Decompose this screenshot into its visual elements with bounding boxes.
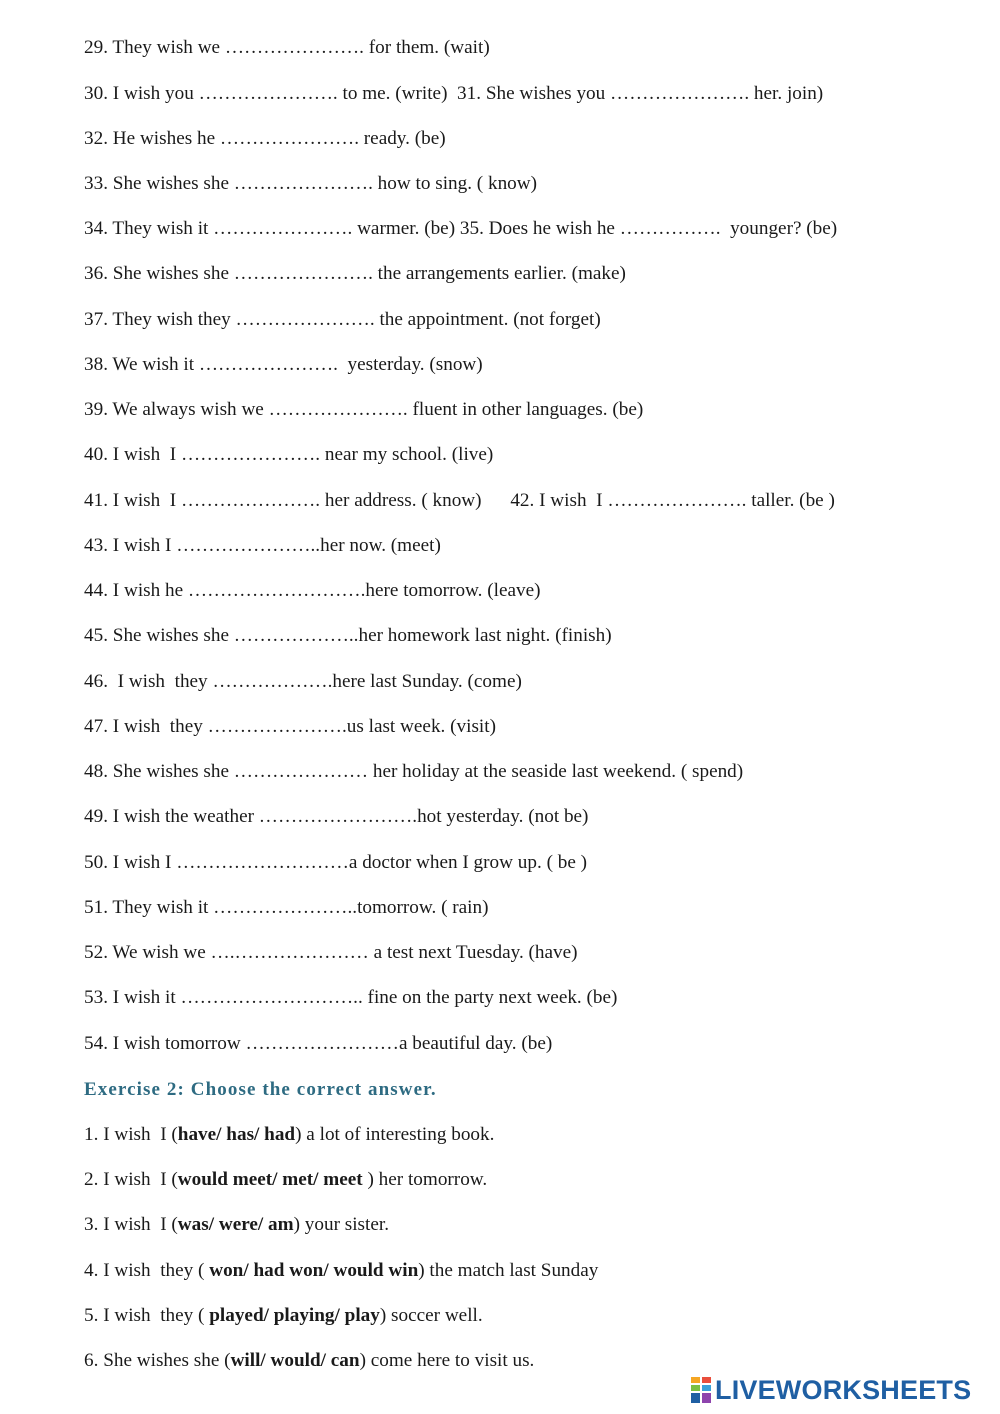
liveworksheets-logo[interactable] bbox=[690, 1374, 971, 1406]
answer-options: would meet/ met/ meet bbox=[177, 1169, 363, 1190]
exercise-item-43: 43. I wish I …………………..her now. (meet) bbox=[84, 535, 441, 556]
exercise-item-30-31: 30. I wish you …………………. to me. (write) 31. She wishes you …………………. her. join) bbox=[84, 83, 824, 104]
choice-item-2 bbox=[84, 1168, 487, 1192]
exercise-item-32: 32. He wishes he …………………. ready. (be) bbox=[84, 128, 446, 149]
exercise-2-heading: Exercise 2: Choose the correct answer. bbox=[84, 1079, 437, 1100]
answer-options: won/ had won/ would win bbox=[209, 1260, 419, 1281]
choice-prefix: 2. I wish I ( bbox=[84, 1169, 178, 1190]
exercise-item-51: 51. They wish it …………………..tomorrow. ( rain) bbox=[84, 897, 489, 918]
answer-options: was/ were/ am bbox=[177, 1214, 294, 1235]
choice-suffix: ) her tomorrow. bbox=[362, 1169, 488, 1190]
choice-item-4 bbox=[84, 1259, 598, 1283]
choice-suffix: ) the match last Sunday bbox=[418, 1260, 599, 1281]
choice-prefix: 4. I wish they ( bbox=[84, 1260, 210, 1281]
choice-suffix: ) your sister. bbox=[293, 1214, 390, 1235]
exercise-item-46: 46. I wish they ……………….here last Sunday. (come) bbox=[84, 671, 522, 692]
exercise-item-48: 48. She wishes she ………………… her holiday at the seaside last weekend. ( spend) bbox=[84, 761, 744, 782]
exercise-item-52: 52. We wish we ….………………… a test next Tuesday. (have) bbox=[84, 942, 578, 963]
exercise-item-45: 45. She wishes she ………………..her homework last night. (finish) bbox=[84, 625, 612, 646]
choice-prefix: 1. I wish I ( bbox=[84, 1124, 178, 1145]
choice-suffix: ) a lot of interesting book. bbox=[295, 1124, 495, 1145]
choice-prefix: 5. I wish they ( bbox=[84, 1305, 210, 1326]
exercise-item-33: 33. She wishes she …………………. how to sing. ( know) bbox=[84, 173, 538, 194]
exercise-item-40: 40. I wish I …………………. near my school. (live) bbox=[84, 444, 494, 465]
exercise-item-47: 47. I wish they ………………….us last week. (visit) bbox=[84, 716, 496, 737]
exercise-item-34-35: 34. They wish it …………………. warmer. (be) 35. Does he wish he ……………. younger? (be) bbox=[84, 218, 838, 239]
exercise-item-29: 29. They wish we …………………. for them. (wait) bbox=[84, 37, 490, 58]
liveworksheets-logo-icon bbox=[690, 1376, 712, 1404]
choice-item-3 bbox=[84, 1213, 389, 1237]
choice-suffix: ) come here to visit us. bbox=[359, 1350, 535, 1371]
exercise-item-44: 44. I wish he ……………………….here tomorrow. (leave) bbox=[84, 580, 541, 601]
answer-options: will/ would/ can bbox=[230, 1350, 360, 1371]
exercise-item-39: 39. We always wish we …………………. fluent in other languages. (be) bbox=[84, 399, 644, 420]
exercise-item-49: 49. I wish the weather …………………….hot yesterday. (not be) bbox=[84, 806, 589, 827]
choice-item-6 bbox=[84, 1349, 534, 1373]
choice-prefix: 6. She wishes she ( bbox=[84, 1350, 231, 1371]
brand-name: LIVEWORKSHEETS bbox=[715, 1374, 972, 1405]
choice-item-5 bbox=[84, 1304, 483, 1328]
choice-item-1 bbox=[84, 1123, 494, 1147]
exercise-item-36: 36. She wishes she …………………. the arrangements earlier. (make) bbox=[84, 263, 626, 284]
answer-options: played/ playing/ play bbox=[209, 1305, 380, 1326]
exercise-item-41-42: 41. I wish I …………………. her address. ( know) 42. I wish I …………………. taller. (be ) bbox=[84, 490, 835, 511]
exercise-item-54: 54. I wish tomorrow ……………………a beautiful day. (be) bbox=[84, 1033, 553, 1054]
answer-options: have/ has/ had bbox=[177, 1124, 296, 1145]
choice-suffix: ) soccer well. bbox=[379, 1305, 483, 1326]
choice-prefix: 3. I wish I ( bbox=[84, 1214, 178, 1235]
exercise-item-53: 53. I wish it ……………………….. fine on the party next week. (be) bbox=[84, 987, 618, 1008]
exercise-item-38: 38. We wish it …………………. yesterday. (snow) bbox=[84, 354, 483, 375]
exercise-item-50: 50. I wish I ………………………a doctor when I grow up. ( be ) bbox=[84, 852, 588, 873]
exercise-item-37: 37. They wish they …………………. the appointment. (not forget) bbox=[84, 309, 601, 330]
